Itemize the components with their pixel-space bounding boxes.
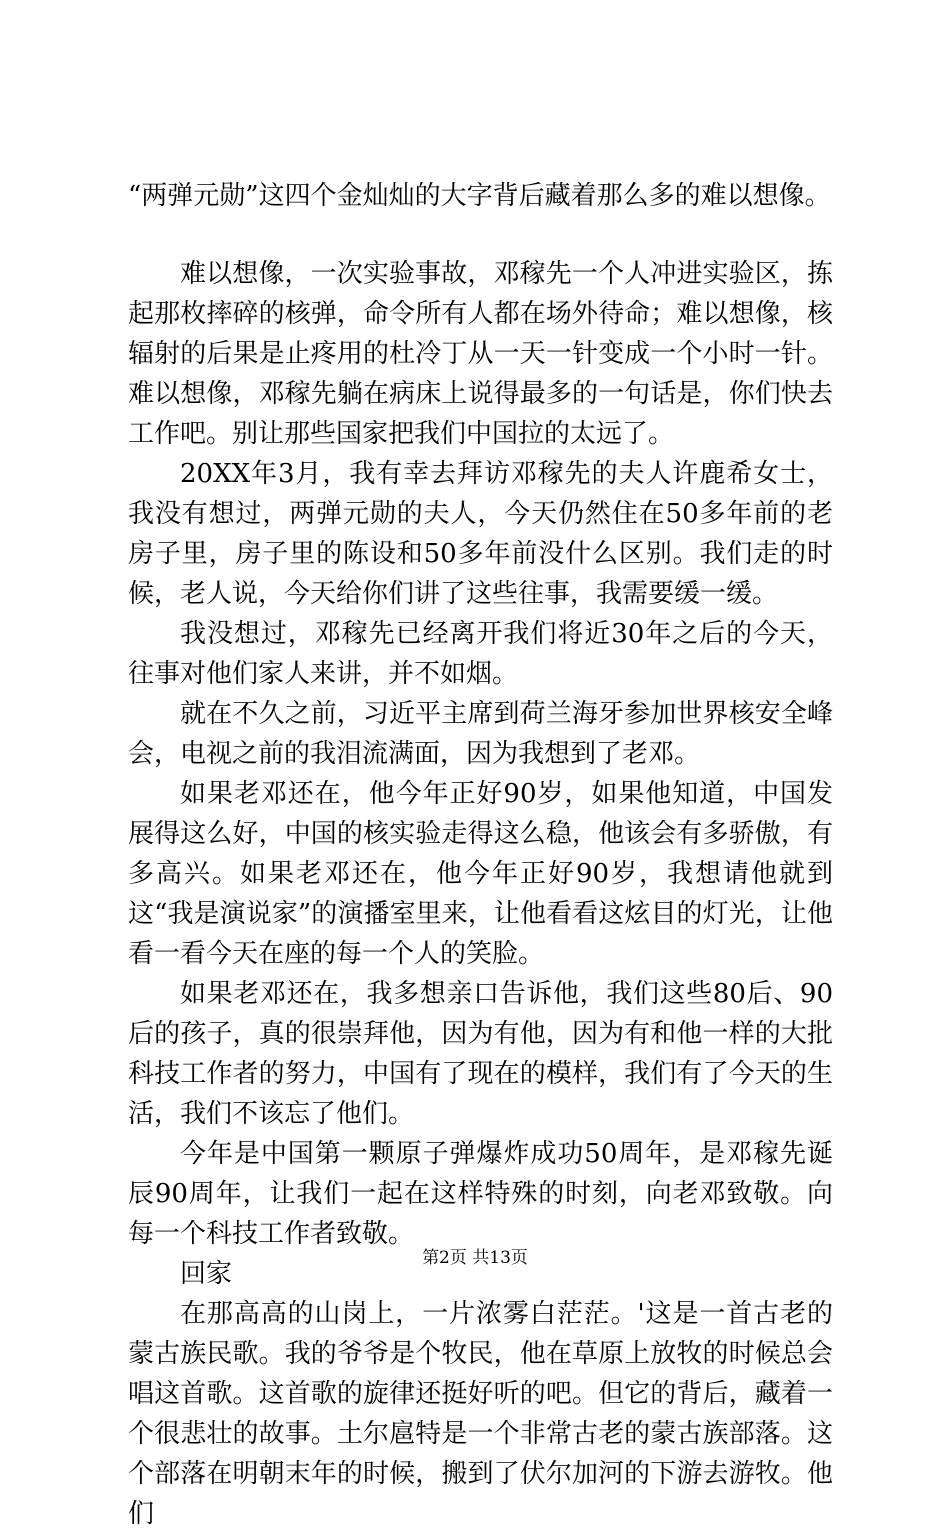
lead-line: “两弹元勋”这四个金灿灿的大字背后藏着那么多的难以想像。: [128, 181, 831, 211]
paragraph: 如果老邓还在，我多想亲口告诉他，我们这些80后、90后的孩子，真的很崇拜他，因为有他，因为有和他一样的大批科技工作者的努力，中国有了现在的模样，我们有了今天的生活，我们不该忘了他们。: [128, 979, 833, 1129]
paragraph: 在那高高的山岗上，一片浓雾白茫茫。'这是一首古老的蒙古族民歌。我的爷爷是个牧民，他在草原上放牧的时候总会唱这首歌。这首歌的旋律还挺好听的吧。但它的背后，藏着一个很悲壮的故事。土尔扈特是一个非常古老的蒙古族部落。这个部落在明朝末年的时候，搬到了伏尔加河的下游去游牧。他们: [128, 1299, 833, 1529]
section-heading: 回家: [180, 1259, 233, 1289]
page-footer: 第2页 共13页: [422, 1248, 528, 1268]
paragraph: 就在不久之前，习近平主席到荷兰海牙参加世界核安全峰会，电视之前的我泪流满面，因为我想到了老邓。: [128, 699, 833, 769]
paragraph: 如果老邓还在，他今年正好90岁，如果他知道，中国发展得这么好，中国的核实验走得这么稳，他该会有多骄傲，有多高兴。如果老邓还在，他今年正好90岁，我想请他就到这“我是演说家”的演播室里来，让他看看这炫目的灯光，让他看一看今天在座的每一个人的笑脸。: [128, 779, 833, 969]
paragraph: 20XX年3月，我有幸去拜访邓稼先的夫人许鹿希女士，我没有想过，两弹元勋的夫人，今天仍然住在50多年前的老房子里，房子里的陈设和50多年前没什么区别。我们走的时候，老人说，今天给你们讲了这些往事，我需要缓一缓。: [128, 459, 833, 609]
paragraph: 难以想像，一次实验事故，邓稼先一个人冲进实验区，拣起那枚摔碎的核弹，命令所有人都在场外待命；难以想像，核辐射的后果是止疼用的杜冷丁从一天一针变成一个小时一针。难以想像，邓稼先躺在病床上说得最多的一句话是，你们快去工作吧。别让那些国家把我们中国拉的太远了。: [128, 259, 833, 449]
paragraph: 今年是中国第一颗原子弹爆炸成功50周年，是邓稼先诞辰90周年，让我们一起在这样特殊的时刻，向老邓致敬。向每一个科技工作者致敬。: [128, 1139, 833, 1249]
paragraph: 我没想过，邓稼先已经离开我们将近30年之后的今天，往事对他们家人来讲，并不如烟。: [128, 619, 833, 689]
body-text: [128, 254, 833, 1534]
